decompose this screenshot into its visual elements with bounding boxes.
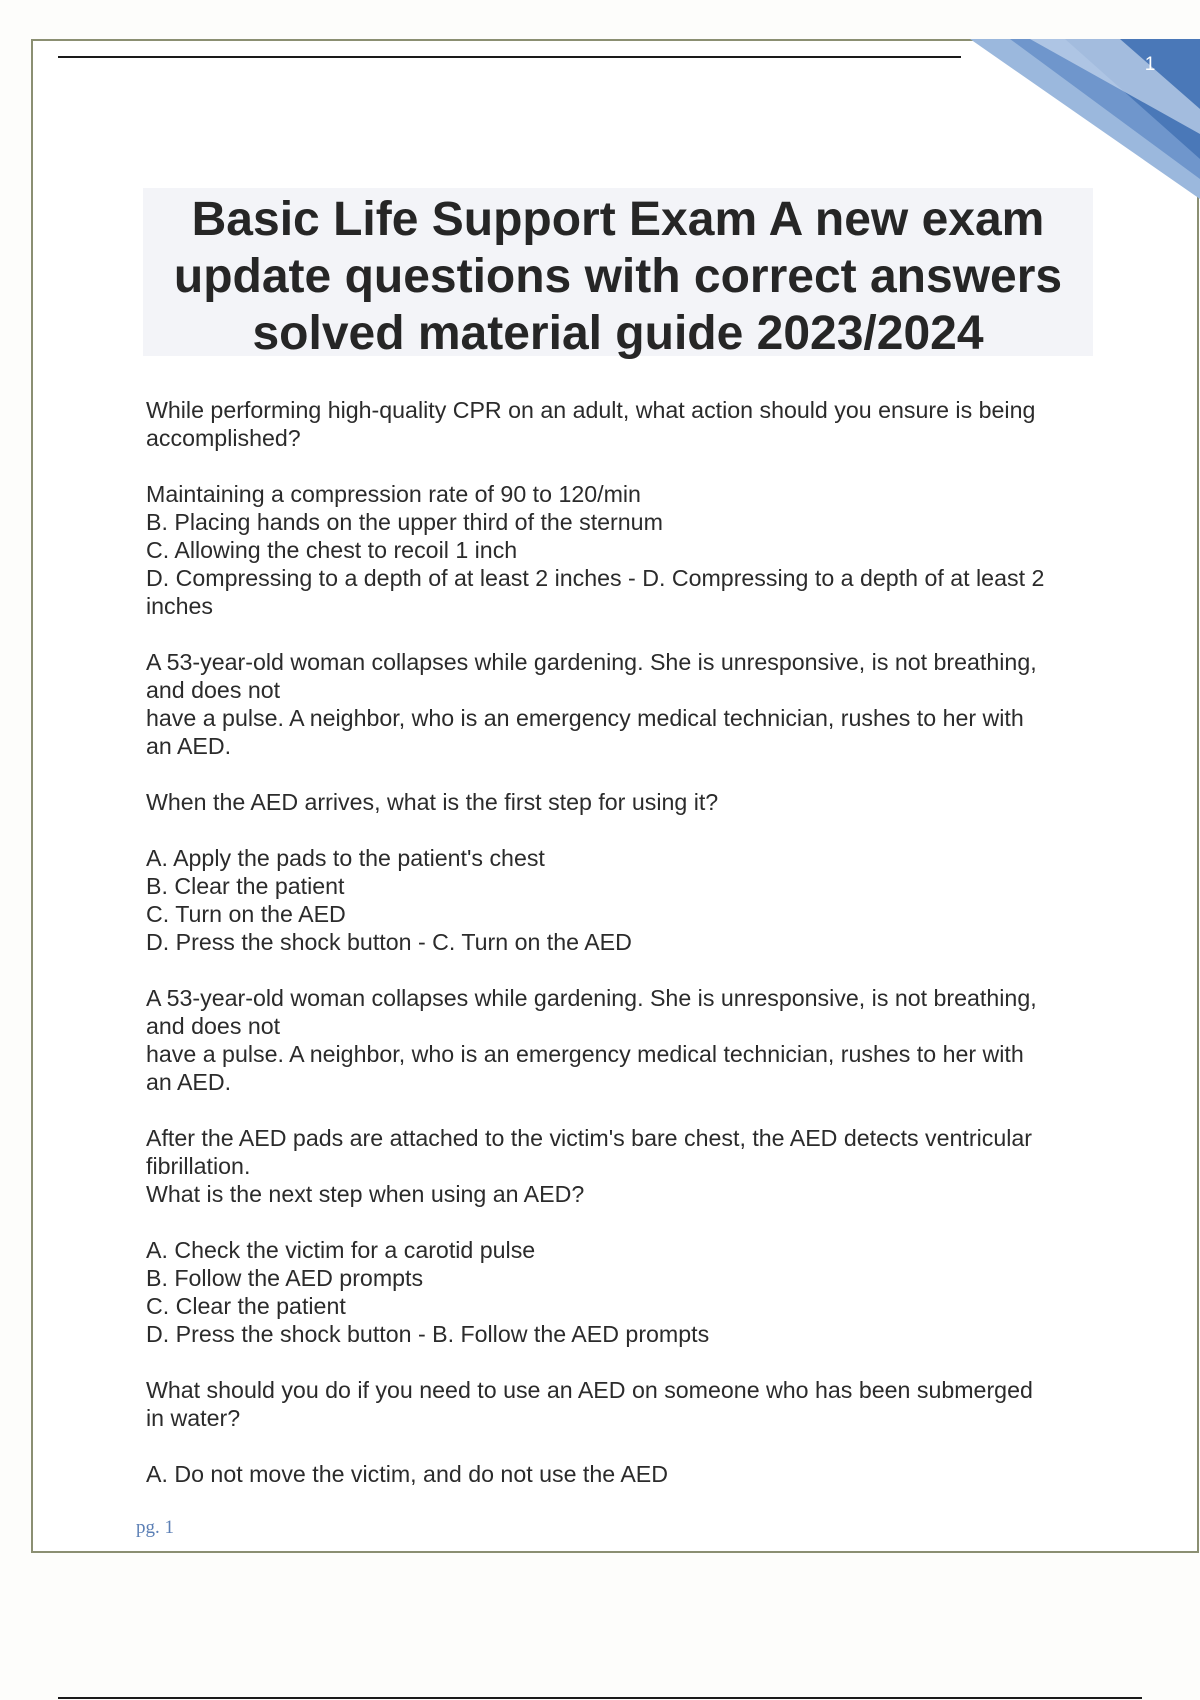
qa-paragraph — [146, 480, 1096, 620]
page-footer-label: pg. 1 — [136, 1517, 174, 1538]
qa-paragraph — [146, 1236, 1096, 1348]
text-line: an AED. — [146, 733, 232, 759]
page-number: 1 — [1144, 54, 1156, 75]
qa-paragraph — [146, 788, 1096, 816]
qa-paragraph — [146, 984, 1096, 1096]
text-line: D. Press the shock button - C. Turn on the AED — [146, 929, 632, 955]
text-line: After the AED pads are attached to the victim's bare chest, the AED detects ventricular — [146, 1125, 1033, 1151]
text-line: A. Check the victim for a carotid pulse — [146, 1237, 536, 1263]
qa-paragraph — [146, 1124, 1096, 1208]
text-line: C. Turn on the AED — [146, 901, 346, 927]
text-line: D. Press the shock button - B. Follow the AED prompts — [146, 1321, 710, 1347]
document-body — [146, 396, 1096, 1516]
text-line: A. Do not move the victim, and do not use the AED — [146, 1461, 669, 1487]
qa-paragraph — [146, 648, 1096, 760]
text-line: fibrillation. — [146, 1153, 251, 1179]
qa-paragraph — [146, 396, 1096, 452]
text-line: A. Apply the pads to the patient's chest — [146, 845, 545, 871]
document-title — [143, 188, 1093, 362]
text-line: B. Placing hands on the upper third of the sternum — [146, 509, 663, 535]
text-line: What is the next step when using an AED? — [146, 1181, 585, 1207]
qa-paragraph — [146, 1376, 1096, 1432]
text-line: in water? — [146, 1405, 241, 1431]
text-line: When the AED arrives, what is the first step for using it? — [146, 789, 719, 815]
text-line: an AED. — [146, 1069, 232, 1095]
text-line: and does not — [146, 677, 281, 703]
header-rule — [58, 56, 961, 58]
text-line: inches — [146, 593, 214, 619]
text-line: C. Allowing the chest to recoil 1 inch — [146, 537, 518, 563]
text-line: B. Clear the patient — [146, 873, 345, 899]
title-line: update questions with correct answers — [173, 250, 1063, 303]
text-line: C. Clear the patient — [146, 1293, 346, 1319]
next-page-rule — [58, 1697, 1142, 1699]
text-line: and does not — [146, 1013, 281, 1039]
text-line: have a pulse. A neighbor, who is an emergency medical technician, rushes to her with — [146, 705, 1024, 731]
corner-decoration — [970, 39, 1200, 199]
text-line: accomplished? — [146, 425, 301, 451]
qa-paragraph — [146, 844, 1096, 956]
text-line: A 53-year-old woman collapses while gardening. She is unresponsive, is not breathing, — [146, 985, 1037, 1011]
text-line: A 53-year-old woman collapses while gardening. She is unresponsive, is not breathing, — [146, 649, 1037, 675]
title-line: solved material guide 2023/2024 — [252, 307, 984, 360]
text-line: have a pulse. A neighbor, who is an emergency medical technician, rushes to her with — [146, 1041, 1024, 1067]
text-line: D. Compressing to a depth of at least 2 inches - D. Compressing to a depth of at least 2 — [146, 565, 1045, 591]
text-line: What should you do if you need to use an AED on someone who has been submerged — [146, 1377, 1033, 1403]
qa-paragraph — [146, 1460, 1096, 1488]
title-box — [143, 188, 1093, 360]
text-line: Maintaining a compression rate of 90 to 120/min — [146, 481, 641, 507]
title-line: Basic Life Support Exam A new exam — [191, 193, 1045, 246]
text-line: B. Follow the AED prompts — [146, 1265, 424, 1291]
text-line: While performing high-quality CPR on an adult, what action should you ensure is being — [146, 397, 1036, 423]
